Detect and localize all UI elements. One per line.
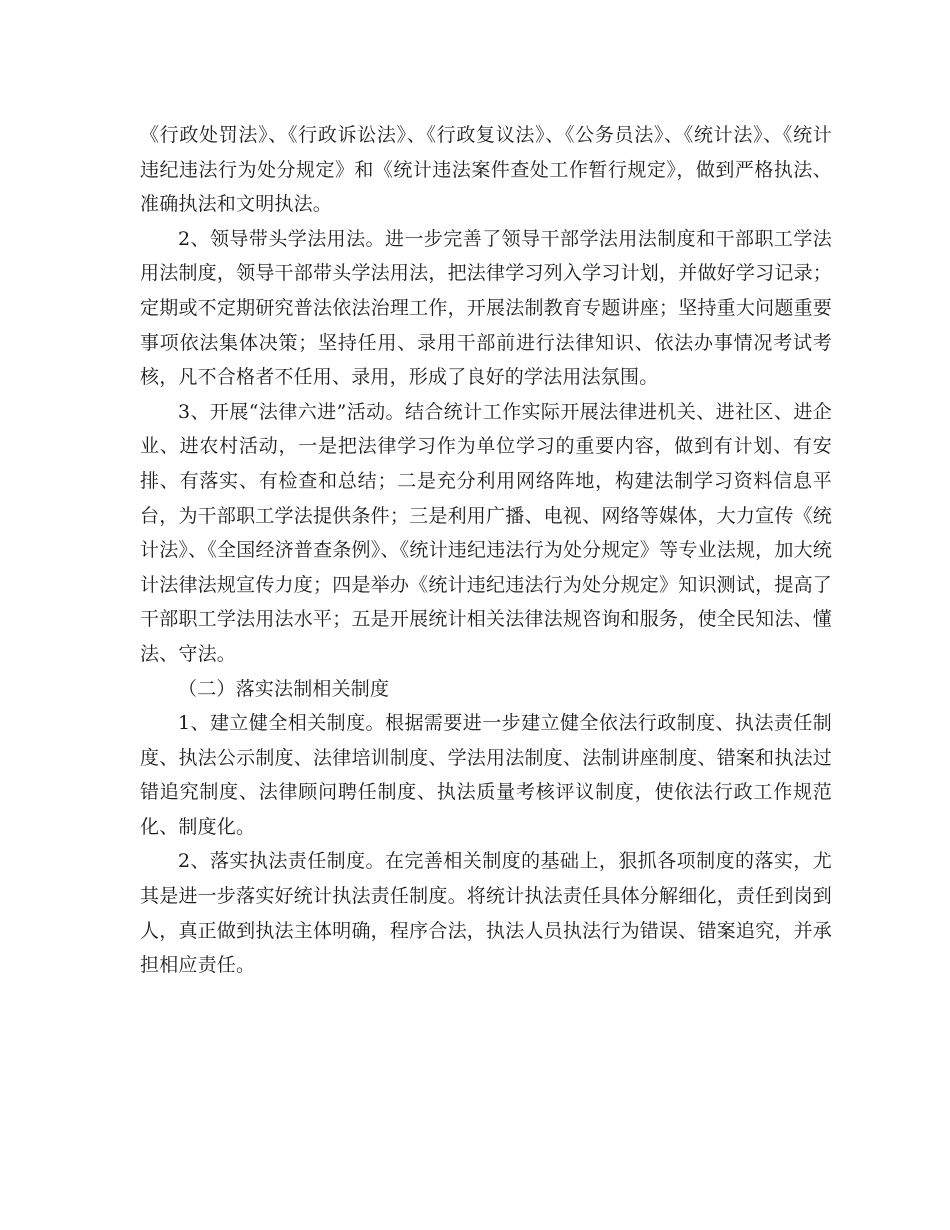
section-heading-implement-rules: （二）落实法制相关制度 <box>178 677 390 700</box>
paragraph-establish-rules: 1、建立健全相关制度。根据需要进一步建立健全依法行政制度、执法责任制度、执法公示制度、法律培训制度、学法用法制度、法制讲座制度、错案和执法过错追究制度、法律顾问聘任制度、执法质量考核评议制度，使依法行政工作规范化、制度化。 <box>140 712 832 838</box>
document-page <box>140 118 832 983</box>
paragraph-enforcement-responsibility: 2、落实执法责任制度。在完善相关制度的基础上，狠抓各项制度的落实，尤其是进一步落实好统计执法责任制度。将统计执法责任具体分解细化，责任到岗到人，真正做到执法主体明确，程序合法，执法人员执法行为错误、错案追究，并承担相应责任。 <box>140 850 832 977</box>
paragraph-leaders-study-law: 2、领导带头学法用法。进一步完善了领导干部学法用法制度和干部职工学法用法制度，领导干部带头学法用法，把法律学习列入学习计划，并做好学习记录；定期或不定期研究普法依法治理工作，开展法制教育专题讲座；坚持重大问题重要事项依法集体决策；坚持任用、录用干部前进行法律知识、依法办事情况考试考核，凡不合格者不任用、录用，形成了良好的学法用法氛围。 <box>140 227 832 389</box>
paragraph-law-list-continuation: 《行政处罚法》、《行政诉讼法》、《行政复议法》、《公务员法》、《统计法》、《统计违纪违法行为处分规定》和《统计违法案件查处工作暂行规定》，做到严格执法、准确执法和文明执法。 <box>140 124 832 216</box>
paragraph-law-six-entries: 3、开展“法律六进”活动。结合统计工作实际开展法律进机关、进社区、进企业、进农村活动，一是把法律学习作为单位学习的重要内容，做到有计划、有安排、有落实、有检查和总结；二是充分利用网络阵地，构建法制学习资料信息平台，为干部职工学法提供条件；三是利用广播、电视、网络等媒体，大力宣传《统计法》、《全国经济普查条例》、《统计违纪违法行为处分规定》等专业法规，加大统计法律法规宣传力度；四是举办《统计违纪违法行为处分规定》知识测试，提高了干部职工学法用法水平；五是开展统计相关法律法规咨询和服务，使全民知法、懂法、守法。 <box>140 400 832 665</box>
